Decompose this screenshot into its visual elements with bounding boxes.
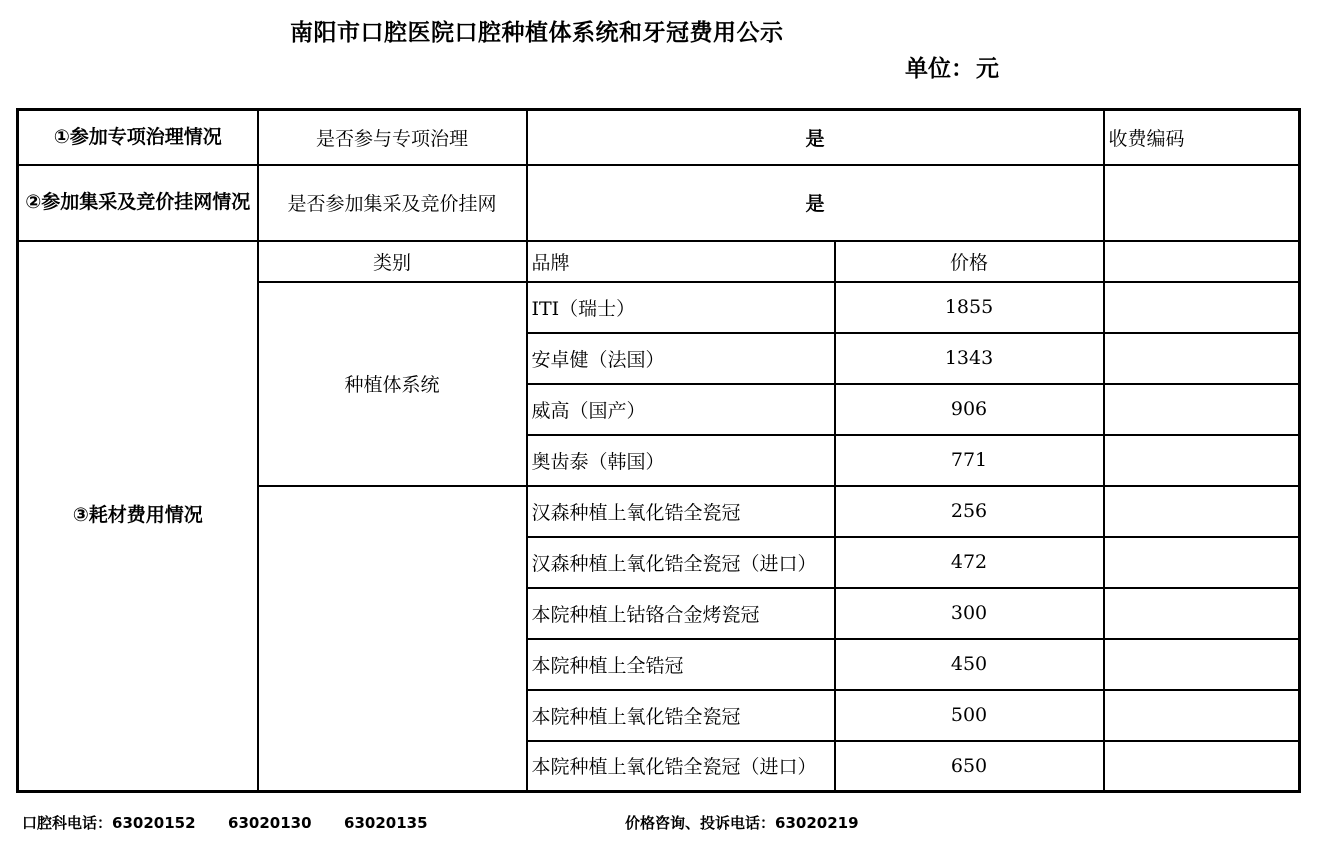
fee-table — [16, 108, 1301, 793]
complaint-phone: 63020219 — [775, 814, 859, 832]
code-cell — [1104, 588, 1300, 639]
dept-phone-2: 63020130 — [228, 814, 312, 832]
price-cell: 500 — [835, 690, 1104, 741]
code-cell — [1104, 282, 1300, 333]
section1-question: 是否参与专项治理 — [258, 110, 527, 165]
code-cell — [1104, 639, 1300, 690]
dept-phone-label: 口腔科电话： — [22, 814, 113, 832]
code-cell — [1104, 384, 1300, 435]
crown-category — [258, 486, 527, 792]
complaint-phone-label: 价格咨询、投诉电话： — [625, 814, 776, 832]
section2-code — [1104, 165, 1300, 241]
code-cell — [1104, 690, 1300, 741]
brand-cell: 本院种植上钴铬合金烤瓷冠 — [527, 588, 835, 639]
fee-code-header: 收费编码 — [1104, 110, 1300, 165]
unit-label-text: 单位： — [905, 56, 974, 82]
price-cell: 450 — [835, 639, 1104, 690]
price-header: 价格 — [835, 241, 1104, 282]
code-cell — [1104, 241, 1300, 282]
section2-row — [18, 165, 1300, 241]
section2-question: 是否参加集采及竞价挂网 — [258, 165, 527, 241]
code-cell — [1104, 333, 1300, 384]
brand-cell: 奥齿泰（韩国） — [527, 435, 835, 486]
price-cell: 256 — [835, 486, 1104, 537]
section2-answer: 是 — [527, 165, 1104, 241]
section3-header-row — [18, 241, 1300, 282]
brand-cell: 安卓健（法国） — [527, 333, 835, 384]
dept-phone-1: 63020152 — [112, 814, 196, 832]
price-cell: 300 — [835, 588, 1104, 639]
price-cell: 906 — [835, 384, 1104, 435]
brand-header: 品牌 — [527, 241, 835, 282]
brand-cell: 本院种植上氧化锆全瓷冠 — [527, 690, 835, 741]
brand-cell: ITI（瑞士） — [527, 282, 835, 333]
complaint-phone-line — [625, 812, 859, 833]
dept-phone-line — [22, 812, 428, 833]
unit-label — [905, 50, 999, 83]
code-cell — [1104, 435, 1300, 486]
price-cell: 1855 — [835, 282, 1104, 333]
dept-phone-3: 63020135 — [344, 814, 428, 832]
brand-cell: 本院种植上氧化锆全瓷冠（进口） — [527, 741, 835, 792]
section1-label: ①参加专项治理情况 — [18, 110, 258, 165]
brand-cell: 汉森种植上氧化锆全瓷冠 — [527, 486, 835, 537]
page-title: 南阳市口腔医院口腔种植体系统和牙冠费用公示 — [290, 20, 784, 46]
price-cell: 1343 — [835, 333, 1104, 384]
price-cell: 771 — [835, 435, 1104, 486]
price-cell: 472 — [835, 537, 1104, 588]
unit-value: 元 — [976, 56, 999, 82]
section3-label: ③耗材费用情况 — [18, 241, 258, 792]
code-cell — [1104, 741, 1300, 792]
code-cell — [1104, 537, 1300, 588]
code-cell — [1104, 486, 1300, 537]
brand-cell: 本院种植上全锆冠 — [527, 639, 835, 690]
category-header: 类别 — [258, 241, 527, 282]
price-cell: 650 — [835, 741, 1104, 792]
implant-category: 种植体系统 — [258, 282, 527, 486]
section1-answer: 是 — [527, 110, 1104, 165]
section1-row — [18, 110, 1300, 165]
brand-cell: 汉森种植上氧化锆全瓷冠（进口） — [527, 537, 835, 588]
section2-label: ②参加集采及竞价挂网情况 — [18, 165, 258, 241]
brand-cell: 威高（国产） — [527, 384, 835, 435]
